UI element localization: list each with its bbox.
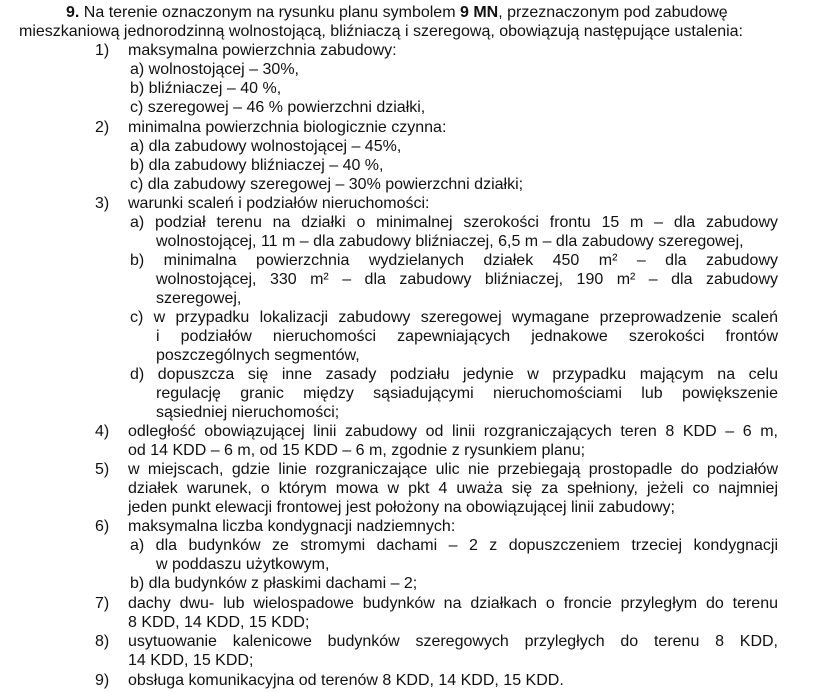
item-1-sub-a: a) wolnostojącej – 30%, [130, 61, 299, 78]
item-8-number: 8) [95, 633, 110, 650]
section-number: 9. [66, 4, 80, 21]
item-5-number: 5) [95, 461, 110, 478]
item-4-line1: odległość obowiązującej linii zabudowy od linii rozgraniczających teren 8 KDD – 6 m, [128, 423, 778, 440]
section-intro-b: , przeznaczonym pod zabudowę [498, 4, 728, 21]
item-3-sub-d-line1: d) dopuszcza się inne zasady podziału jedynie w przypadku mającym na celu [130, 366, 778, 383]
item-6-number: 6) [95, 518, 110, 535]
item-2-sub-c: c) dla zabudowy szeregowej – 30% powierzchni działki; [130, 176, 524, 193]
item-3-sub-c-line2: i podziałów nieruchomości zapewniających jednakowe szerokości frontów [156, 328, 778, 345]
item-3-sub-d-line2: regulację granic między sąsiadującymi nieruchomościami lub powiększenie [156, 385, 778, 402]
item-3-sub-c-line1: c) w przypadku lokalizacji zabudowy szeregowej wymagane przeprowadzenie scaleń [130, 309, 778, 326]
section-heading [66, 3, 778, 22]
item-1-sub-c: c) szeregowej – 46 % powierzchni działki, [130, 99, 426, 116]
item-2-sub-b: b) dla zabudowy bliźniaczej – 40 %, [130, 157, 384, 174]
item-3-sub-c-line3: poszczególnych segmentów, [156, 347, 360, 364]
item-3-sub-a-line2: wolnostojącej, 11 m – dla zabudowy bliźniaczej, 6,5 m – dla zabudowy szeregowej, [156, 233, 744, 250]
item-3-sub-a-line1: a) podział terenu na działki o minimalnej szerokości frontu 15 m – dla zabudowy [130, 214, 778, 231]
item-3-number: 3) [95, 195, 110, 212]
item-3-sub-b-line2: wolnostojącej, 330 m² – dla zabudowy bliźniaczej, 190 m² – dla zabudowy [156, 271, 778, 288]
item-8-line1: usytuowanie kalenicowe budynków szeregowych przyległych do terenu 8 KDD, [128, 633, 778, 650]
item-2-number: 2) [95, 119, 110, 136]
item-3-sub-b-line1: b) minimalna powierzchnia wydzielanych działek 450 m² – dla zabudowy [130, 252, 778, 269]
item-5-line1: w miejscach, gdzie linie rozgraniczające ulic nie przebiegają prostopadle do podziałów [128, 461, 778, 478]
item-7-line2: 8 KDD, 14 KDD, 15 KDD; [128, 614, 310, 631]
section-intro-line2: mieszkaniową jednorodzinną wolnostojącą, bliźniaczą i szeregową, obowiązują następujące ustalenia: [19, 23, 743, 40]
item-3-sub-b-line3: szeregowej, [156, 290, 242, 307]
section-intro-a: Na terenie oznaczonym na rysunku planu symbolem [79, 4, 460, 21]
item-6-sub-b: b) dla budynków z płaskimi dachami – 2; [130, 575, 418, 592]
item-4-number: 4) [95, 423, 110, 440]
item-9-text: obsługa komunikacyjna od terenów 8 KDD, 14 KDD, 15 KDD. [128, 672, 564, 689]
item-2-text: minimalna powierzchnia biologicznie czynna: [128, 119, 447, 136]
item-8-line2: 14 KDD, 15 KDD; [128, 652, 254, 669]
item-4-line2: od 14 KDD – 6 m, od 15 KDD – 6 m, zgodnie z rysunkiem planu; [128, 442, 586, 459]
item-1-sub-b: b) bliźniaczej – 40 %, [130, 80, 282, 97]
item-9-number: 9) [95, 672, 110, 689]
item-2-sub-a: a) dla zabudowy wolnostojącej – 45%, [130, 138, 402, 155]
item-5-line2: działek warunek, o którym mowa w pkt 4 uważa się za spełniony, jeżeli co najmniej [128, 480, 778, 497]
item-3-text: warunki scaleń i podziałów nieruchomości: [128, 195, 430, 212]
item-5-line3: jeden punkt elewacji frontowej jest położony na obowiązującej linii zabudowy; [128, 499, 675, 516]
item-6-sub-a-line1: a) dla budynków ze stromymi dachami – 2 z dopuszczeniem trzeciej kondygnacji [130, 537, 778, 554]
section-symbol: 9 MN [459, 4, 499, 21]
item-6-text: maksymalna liczba kondygnacji nadziemnych: [128, 518, 456, 535]
item-6-sub-a-line2: w poddaszu użytkowym, [156, 556, 330, 573]
item-1-text: maksymalna powierzchnia zabudowy: [128, 42, 397, 59]
item-3-sub-d-line3: sąsiedniej nieruchomości; [156, 404, 340, 421]
item-7-line1: dachy dwu- lub wielospadowe budynków na działkach o froncie przyległym do terenu [128, 595, 778, 612]
item-1-number: 1) [95, 42, 110, 59]
item-7-number: 7) [95, 595, 110, 612]
